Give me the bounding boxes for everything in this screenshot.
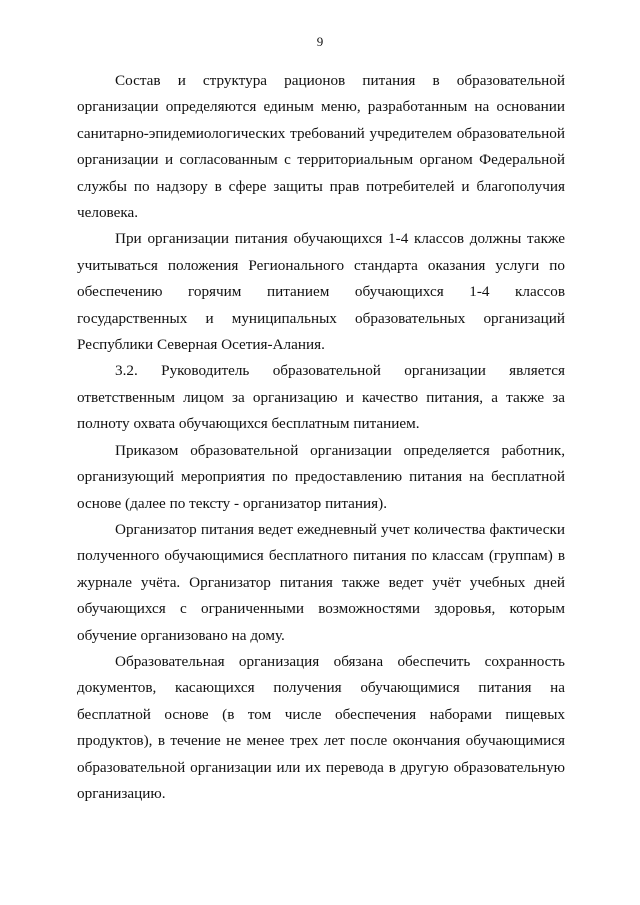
paragraph-menu-composition: Состав и структура рационов питания в образовательной организации определяются единым меню, разработанным на основании санитарно-эпидемиологических требований учредителем образовательной организации и согласованным с территориальным органом Федеральной службы по надзору в сфере защиты прав потребителей и благополучия человека. <box>77 72 565 222</box>
paragraph-regional-standard: При организации питания обучающихся 1-4 классов должны также учитываться положения Регионального стандарта оказания услуги по обеспечению горячим питанием обучающихся 1-4 классов государственных и муниципальных образовательных организаций Республики Северная Осетия-Алания. <box>77 230 565 354</box>
document-body <box>77 68 565 807</box>
paragraph-document-retention: Образовательная организация обязана обеспечить сохранность документов, касающихся получения обучающимися питания на бесплатной основе (в том числе обеспечения наборами пищевых продуктов), в течение не менее трех лет после окончания обучающимися образовательной организации или их перевода в другую образовательную организацию. <box>77 652 565 802</box>
paragraph-section-3-2: 3.2. Руководитель образовательной организации является ответственным лицом за организацию и качество питания, а также за полноту охвата обучающихся бесплатным питанием. <box>77 362 565 433</box>
page-number: 9 <box>316 34 324 49</box>
paragraph-organizer-appointment: Приказом образовательной организации определяется работник, организующий мероприятия по предоставлению питания на бесплатной основе (далее по тексту - организатор питания). <box>77 441 565 512</box>
paragraph-daily-accounting: Организатор питания ведет ежедневный учет количества фактически полученного обучающимися бесплатного питания по классам (группам) в журнале учёта. Организатор питания также ведет учёт учебных дней обучающихся с ограниченными возможностями здоровья, которым обучение организовано на дому. <box>77 520 565 644</box>
